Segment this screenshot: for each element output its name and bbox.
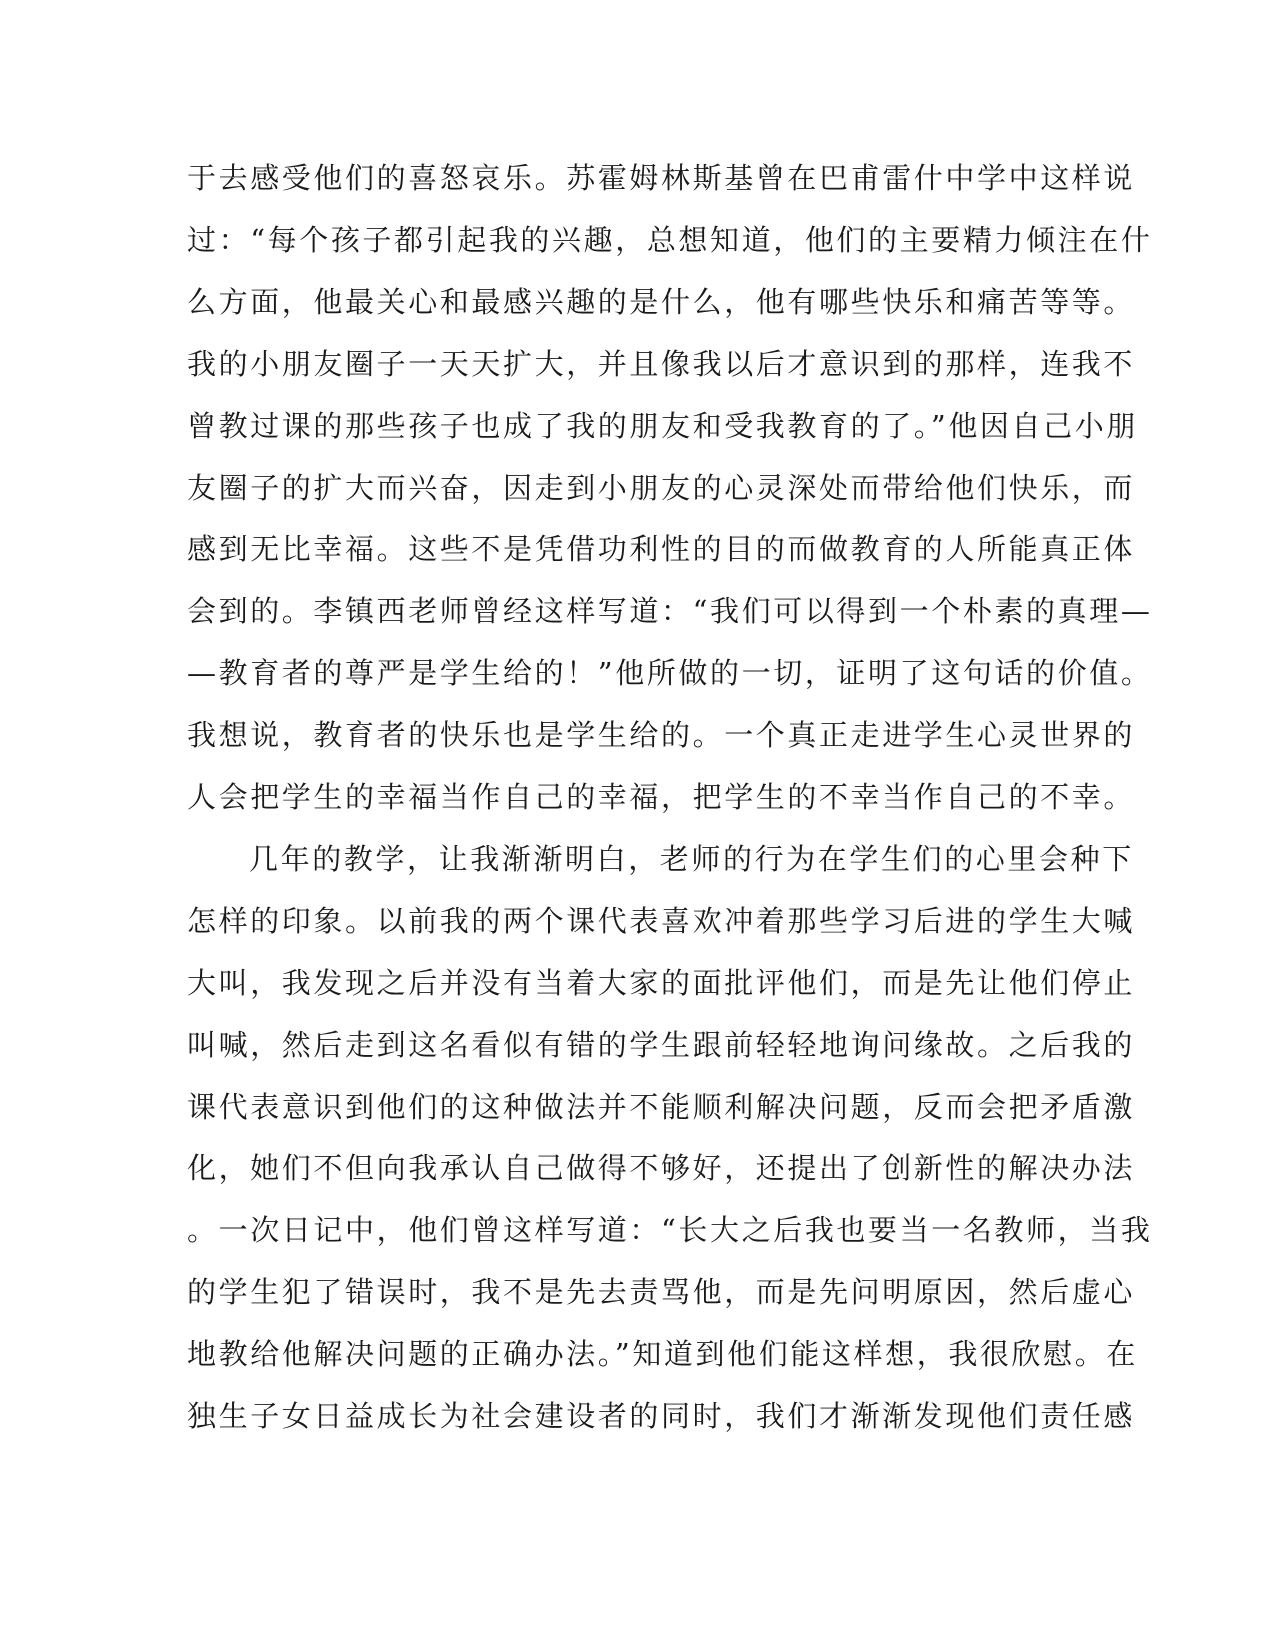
text-line: 感到无比幸福。这些不是凭借功利性的目的而做教育的人所能真正体 <box>187 532 1136 567</box>
text-line: 人会把学生的幸福当作自己的幸福，把学生的不幸当作自己的不幸。 <box>187 780 1136 814</box>
text-line: 友圈子的扩大而兴奋，因走到小朋友的心灵深处而带给他们快乐，而 <box>187 470 1136 505</box>
text-line: 。一次日记中，他们曾这样写道：“长大之后我也要当一名教师，当我 <box>187 1213 1153 1248</box>
text-line: 课代表意识到他们的这种做法并不能顺利解决问题，反而会把矛盾激 <box>187 1089 1136 1124</box>
text-line: 么方面，他最关心和最感兴趣的是什么，他有哪些快乐和痛苦等等。 <box>187 284 1136 319</box>
text-line: 于去感受他们的喜怒哀乐。苏霍姆林斯基曾在巴甫雷什中学中这样说 <box>187 161 1136 195</box>
text-line: 过：“每个孩子都引起我的兴趣，总想知道，他们的主要精力倾注在什 <box>187 222 1153 257</box>
paragraph-first-line: 几年的教学，让我渐渐明白，老师的行为在学生们的心里会种下 <box>249 841 1134 876</box>
text-line: 化，她们不但向我承认自己做得不够好，还提出了创新性的解决办法 <box>187 1151 1136 1186</box>
text-line: 怎样的印象。以前我的两个课代表喜欢冲着那些学习后进的学生大喊 <box>187 903 1136 938</box>
text-line: 我想说，教育者的快乐也是学生给的。一个真正走进学生心灵世界的 <box>187 718 1136 753</box>
text-line: 的学生犯了错误时，我不是先去责骂他，而是先问明原因，然后虚心 <box>187 1275 1136 1310</box>
text-line: 会到的。李镇西老师曾经这样写道：“我们可以得到一个朴素的真理— <box>187 594 1153 629</box>
text-line: 地教给他解决问题的正确办法。”知道到他们能这样想，我很欣慰。在 <box>187 1337 1138 1372</box>
text-line: 叫喊，然后走到这名看似有错的学生跟前轻轻地询问缘故。之后我的 <box>187 1027 1136 1062</box>
text-line: —教育者的尊严是学生给的！”他所做的一切，证明了这句话的价值。 <box>187 656 1153 691</box>
text-line: 大叫，我发现之后并没有当着大家的面批评他们，而是先让他们停止 <box>187 965 1136 1000</box>
text-line: 曾教过课的那些孩子也成了我的朋友和受我教育的了。”他因自己小朋 <box>187 408 1138 443</box>
text-line: 独生子女日益成长为社会建设者的同时，我们才渐渐发现他们责任感 <box>187 1399 1136 1433</box>
text-line: 我的小朋友圈子一天天扩大，并且像我以后才意识到的那样，连我不 <box>187 346 1136 381</box>
